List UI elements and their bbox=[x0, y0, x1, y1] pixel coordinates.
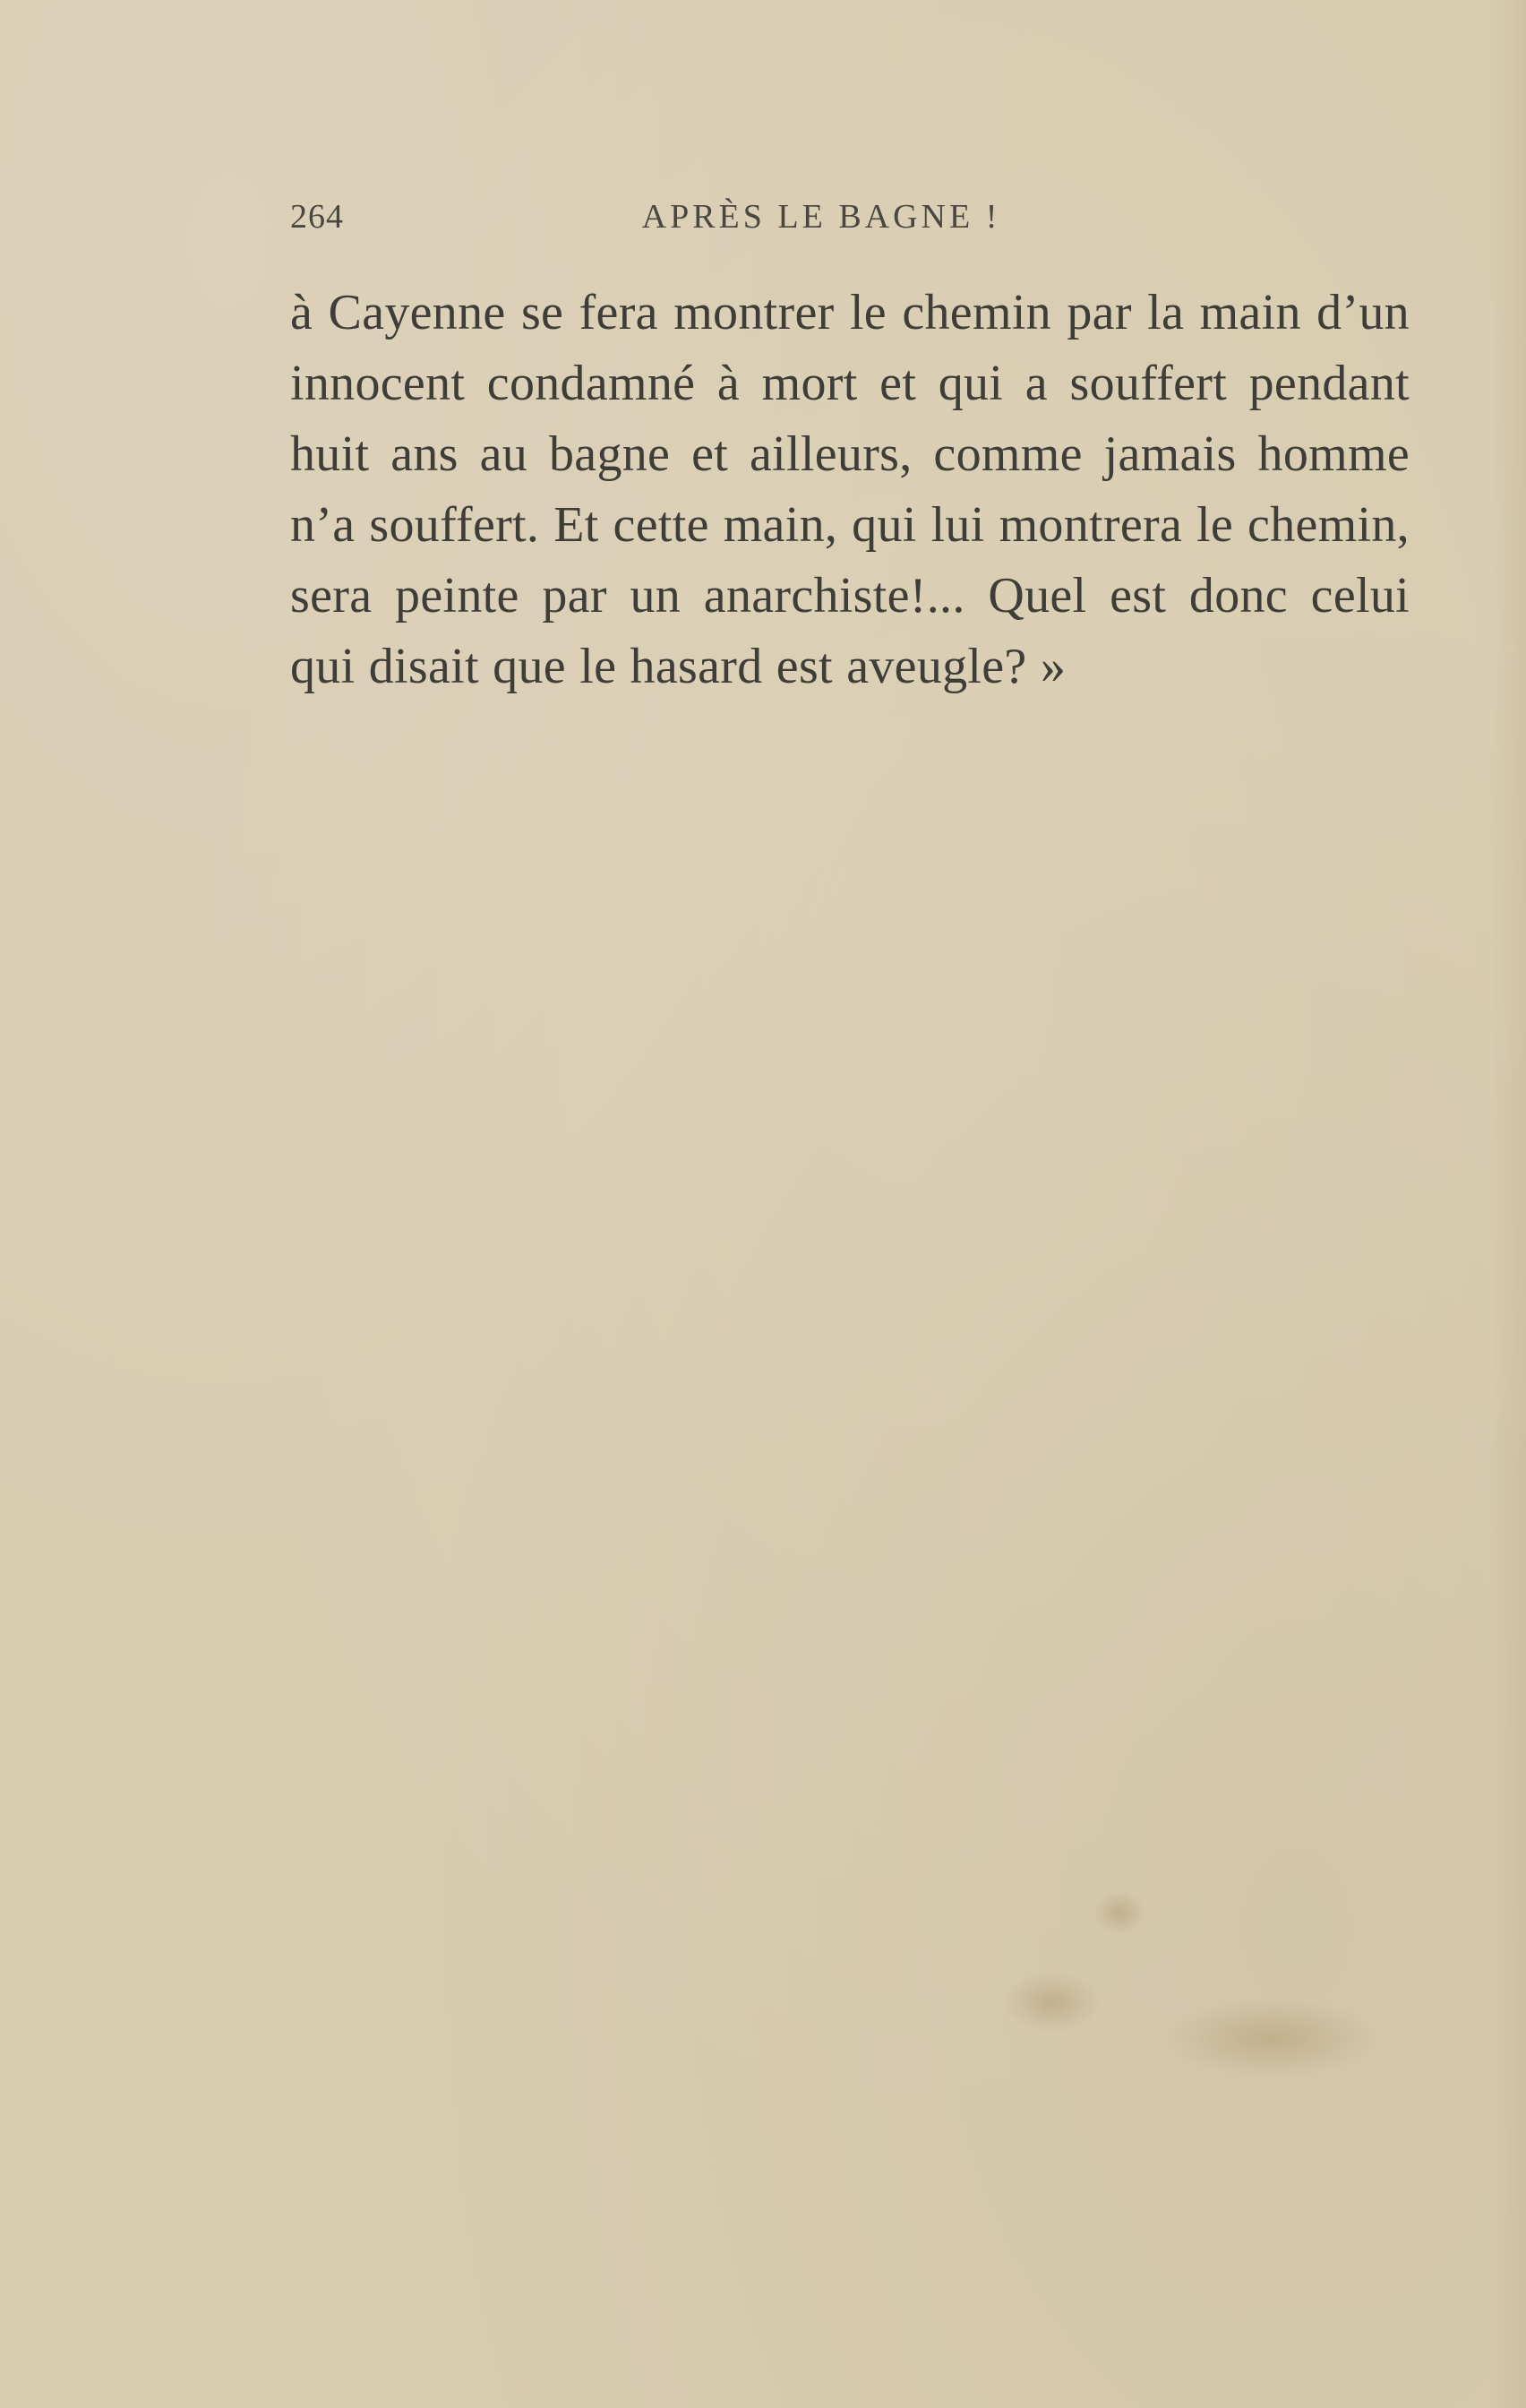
paper-stain bbox=[1164, 1998, 1379, 2078]
body-paragraph: à Cayenne se fera montrer le chemin par la main d’un innocent condamné à mort et qui a souffert pendant huit ans au bagne et ailleurs, comme jamais homme n’a souffert. Et cette main, qui lui montrera le chemin, sera peinte par un anarchiste!... Quel est donc celui qui disait que le hasard est aveugle? » bbox=[290, 285, 1410, 694]
running-head bbox=[290, 190, 1406, 244]
page-edge-shadow bbox=[1490, 0, 1526, 2408]
paper-stain bbox=[1093, 1890, 1146, 1935]
paper-stain bbox=[1003, 1971, 1102, 2034]
page-number: 264 bbox=[290, 198, 344, 236]
running-title: APRÈS LE BAGNE ! bbox=[641, 198, 1001, 236]
